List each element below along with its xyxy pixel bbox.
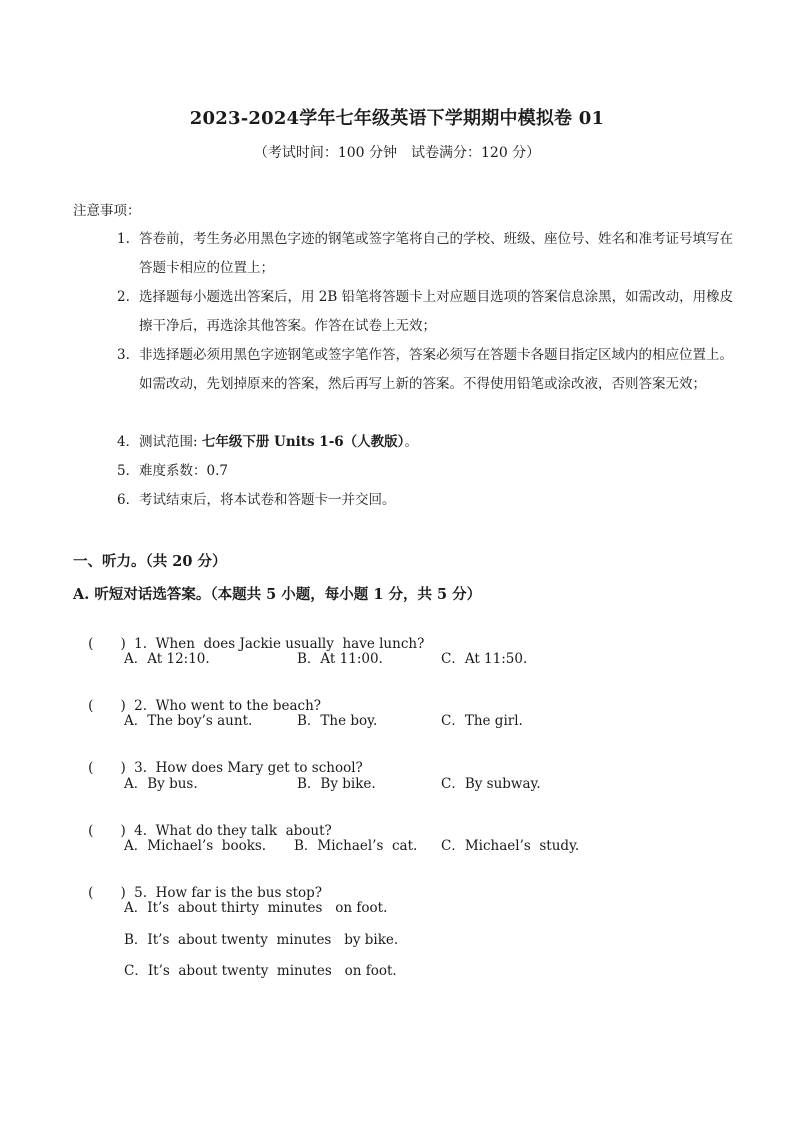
note-item — [117, 283, 737, 341]
note-text: 选择题每小题选出答案后，用 2B 铅笔将答题卡上对应题目选项的答案信息涂黑，如需改动，用橡皮擦干净后，再选涂其他答案。作答在试卷上无效； — [139, 289, 734, 334]
note-text: 答卷前，考生务必用黑色字迹的钢笔或签字笔将自己的学校、班级、座位号、姓名和准考证号填写在答题卡相应的位置上； — [139, 231, 733, 276]
option-c: C．Michael’s study. — [441, 838, 580, 854]
option-b: B．At 11:00. — [297, 651, 383, 667]
note-text: 难度系数：0.7 — [139, 463, 228, 479]
notes-heading: 注意事项： — [73, 203, 141, 219]
note-number: 6． — [117, 492, 140, 508]
note-number: 3. — [117, 347, 130, 363]
option-b: B．It’s about twenty minutes by bike. — [124, 932, 399, 948]
note-number: 4． — [117, 434, 140, 450]
answer-blank[interactable]: ( ) — [88, 885, 126, 901]
scope-suffix: 。 — [404, 434, 418, 450]
option-c: C．At 11:50. — [441, 651, 528, 667]
option-c: C．By subway. — [441, 776, 541, 792]
exam-info: （考试时间：100 分钟 试卷满分：120 分） — [253, 145, 541, 161]
scope-value: 七年级下册 Units 1-6（人教版） — [201, 434, 405, 450]
option-b: B．Michael’s cat. — [294, 838, 418, 854]
option-a: A．By bus. — [124, 776, 198, 792]
option-a: A．Michael’s books. — [124, 838, 267, 854]
note-number: 1. — [117, 231, 130, 247]
question-text: 2. Who went to the beach? — [134, 698, 321, 714]
option-a: A．The boy’s aunt. — [124, 713, 253, 729]
option-c: C．The girl. — [441, 713, 523, 729]
answer-blank[interactable]: ( ) — [88, 636, 126, 652]
section-title: 一、听力。（共 20 分） — [73, 553, 227, 570]
question-text: 5. How far is the bus stop? — [134, 885, 323, 901]
question-text: 4. What do they talk about? — [134, 823, 332, 839]
page-title: 2023-2024学年七年级英语下学期期中模拟卷 01 — [189, 108, 605, 129]
answer-blank[interactable]: ( ) — [88, 823, 126, 839]
note-item — [117, 428, 737, 457]
note-number: 2. — [117, 289, 130, 305]
note-item — [117, 457, 737, 486]
option-b: B．The boy. — [297, 713, 378, 729]
note-text: 非选择题必须用黑色字迹钢笔或签字笔作答，答案必须写在答题卡各题目指定区域内的相应位置上。如需改动，先划掉原来的答案，然后再写上新的答案。不得使用铅笔或涂改液，否则答案无效； — [139, 347, 733, 392]
answer-blank[interactable]: ( ) — [88, 760, 126, 776]
answer-blank[interactable]: ( ) — [88, 698, 126, 714]
scope-prefix: 测试范围: — [139, 434, 202, 450]
question-text: 1. When does Jackie usually have lunch? — [134, 636, 425, 652]
part-title: A. 听短对话选答案。（本题共 5 小题，每小题 1 分，共 5 分） — [73, 586, 482, 603]
note-item — [117, 486, 737, 515]
note-text — [139, 428, 735, 457]
note-number: 5． — [117, 463, 140, 479]
question-text: 3. How does Mary get to school? — [134, 760, 363, 776]
option-a: A．At 12:10. — [124, 651, 210, 667]
option-b: B．By bike. — [297, 776, 376, 792]
note-item — [117, 225, 737, 283]
option-c: C．It’s about twenty minutes on foot. — [124, 963, 397, 979]
option-a: A．It’s about thirty minutes on foot. — [124, 900, 388, 916]
note-item — [117, 341, 737, 399]
note-text: 考试结束后，将本试卷和答题卡一并交回。 — [139, 492, 396, 508]
